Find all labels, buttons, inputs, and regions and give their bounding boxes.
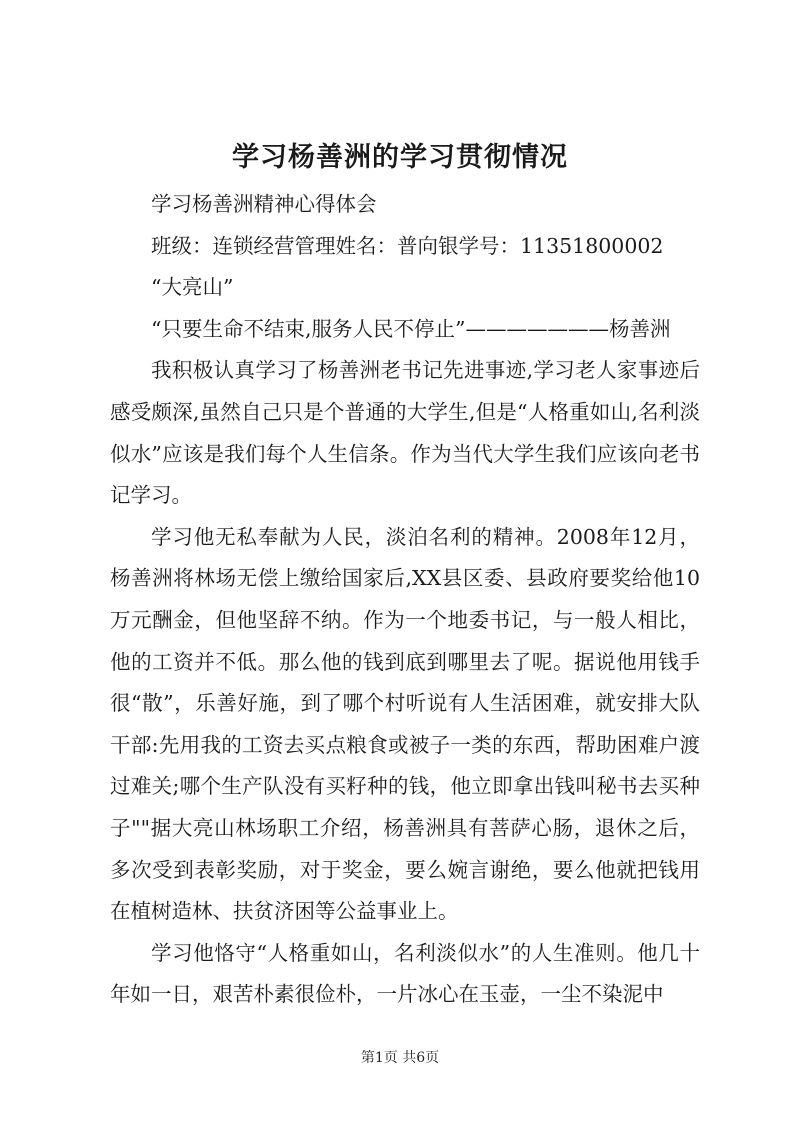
paragraph-student-info: 班级：连锁经营管理姓名：普向银学号：11351800002 — [151, 233, 664, 258]
paragraph-heading: “大亮山” — [151, 275, 234, 300]
paragraph-subtitle: 学习杨善洲精神心得体会 — [151, 192, 377, 216]
paragraph-intro: 我积极认真学习了杨善洲老书记先进事迹,学习老人家事迹后感受颇深,虽然自己只是个普通的大学生,但是“人格重如山,名利淡似水”应该是我们每个人生信条。作为当代大学生我们应该向老书记学习。 — [110, 358, 700, 508]
page-number-footer: 第1页 共6页 — [360, 1050, 440, 1066]
document-body — [110, 184, 700, 1016]
document-title: 学习杨善洲的学习贯彻情况 — [232, 142, 568, 173]
paragraph-principle: 学习他恪守“人格重如山，名利淡似水”的人生准则。他几十年如一日，艰苦朴素很俭朴，一片冰心在玉壶，一尘不染泥中 — [110, 940, 700, 1007]
paragraph-selfless: 学习他无私奉献为人民，淡泊名利的精神。2008年12月，杨善洲将林场无偿上缴给国家后,XX县区委、县政府要奖给他10万元酬金，但他坚辞不纳。作为一个地委书记，与一般人相比，他的工资并不低。那么他的钱到底到哪里去了呢。据说他用钱手很“散”，乐善好施，到了哪个村听说有人生活困难，就安排大队干部:先用我的工资去买点粮食或被子一类的东西，帮助困难户渡过难关;哪个生产队没有买籽种的钱，他立即拿出钱叫秘书去买种子""据大亮山林场职工介绍，杨善洲具有菩萨心肠，退休之后，多次受到表彰奖励，对于奖金，要么婉言谢绝，要么他就把钱用在植树造林、扶贫济困等公益事业上。 — [110, 524, 700, 924]
paragraph-quote: “只要生命不结束,服务人民不停止”———————杨善洲 — [151, 316, 671, 341]
